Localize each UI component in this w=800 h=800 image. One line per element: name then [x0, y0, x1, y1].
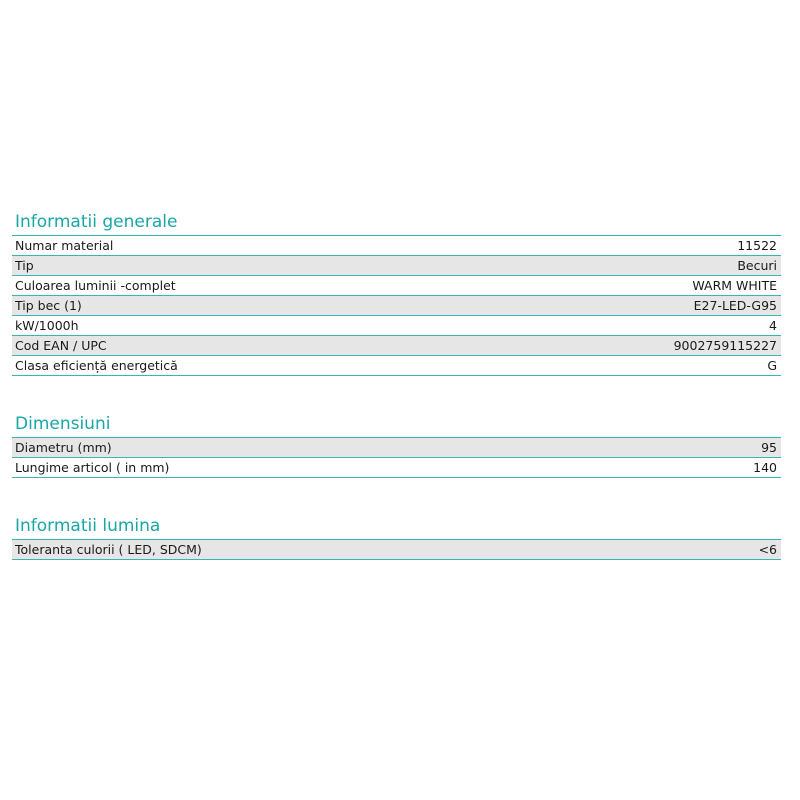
spec-table-light [12, 539, 781, 560]
spec-value: WARM WHITE [692, 278, 777, 293]
spec-value: 140 [753, 460, 777, 475]
spec-row-light-color [12, 276, 781, 296]
spec-value: 9002759115227 [673, 338, 777, 353]
spec-value: 4 [769, 318, 777, 333]
spec-label: Clasa eficiență energetică [15, 358, 178, 373]
spec-value: Becuri [737, 258, 777, 273]
spec-row-kw-1000h [12, 316, 781, 336]
spec-label: Toleranta culorii ( LED, SDCM) [15, 542, 202, 557]
spec-label: Tip bec (1) [15, 298, 82, 313]
spec-value: <6 [758, 542, 777, 557]
section-general-info [12, 209, 781, 376]
section-title-light: Informatii lumina [15, 516, 161, 536]
section-dimensions [12, 411, 781, 478]
spec-value: 11522 [737, 238, 777, 253]
section-title-dimensions: Dimensiuni [15, 414, 111, 434]
spec-label: kW/1000h [15, 318, 79, 333]
spec-label: Culoarea luminii -complet [15, 278, 176, 293]
spec-row-type [12, 256, 781, 276]
spec-table-dimensions [12, 437, 781, 478]
spec-value: 95 [761, 440, 777, 455]
spec-row-ean-upc [12, 336, 781, 356]
section-title-general: Informatii generale [15, 212, 178, 232]
spec-label: Cod EAN / UPC [15, 338, 107, 353]
spec-label: Numar material [15, 238, 114, 253]
spec-value: G [767, 358, 777, 373]
spec-row-diameter [12, 438, 781, 458]
spec-row-energy-class [12, 356, 781, 376]
spec-label: Diametru (mm) [15, 440, 112, 455]
spec-row-length [12, 458, 781, 478]
spec-value: E27-LED-G95 [693, 298, 777, 313]
section-light-info [12, 513, 781, 560]
spec-row-material-number [12, 236, 781, 256]
spec-label: Lungime articol ( in mm) [15, 460, 170, 475]
spec-row-color-tolerance [12, 540, 781, 560]
spec-table-general [12, 235, 781, 376]
spec-row-bulb-type [12, 296, 781, 316]
spec-label: Tip [15, 258, 34, 273]
